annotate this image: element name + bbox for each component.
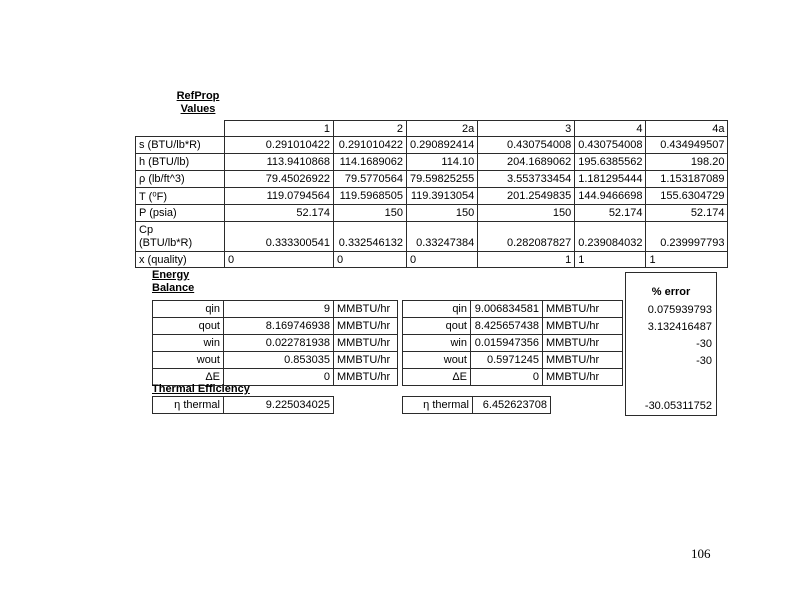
unit-cell: MMBTU/hr — [543, 301, 623, 318]
row-label: x (quality) — [136, 252, 225, 268]
row-label: qout — [153, 318, 224, 335]
value-cell: 150 — [478, 205, 575, 222]
unit-cell: MMBTU/hr — [334, 301, 398, 318]
energy-row-win — [403, 335, 623, 352]
value-cell: 0.290892414 — [407, 137, 478, 154]
value-cell: 0 — [225, 252, 334, 268]
energy-row-qin — [153, 301, 398, 318]
row-label: wout — [403, 352, 471, 369]
value-cell: 3.553733454 — [478, 171, 575, 188]
percent-error-box — [625, 272, 717, 416]
value-cell: 0.291010422 — [334, 137, 407, 154]
value-cell: 9.225034025 — [224, 397, 334, 414]
refprop-row-Cp — [136, 222, 728, 252]
page-number: 106 — [691, 546, 711, 561]
value-cell: 1.153187089 — [646, 171, 728, 188]
thermal-efficiency-heading-text: Thermal Efficiency — [152, 383, 250, 395]
value-cell: 114.10 — [407, 154, 478, 171]
error-value-wout: -30 — [696, 355, 712, 367]
value-cell: 0 — [334, 252, 407, 268]
value-cell: 155.6304729 — [646, 188, 728, 205]
row-label: s (BTU/lb*R) — [136, 137, 225, 154]
value-cell: 1.181295444 — [575, 171, 646, 188]
value-cell: 52.174 — [225, 205, 334, 222]
energy-row-win — [153, 335, 398, 352]
percent-error-heading: % error — [651, 286, 691, 298]
value-cell: 79.59825255 — [407, 171, 478, 188]
energy-balance-heading — [152, 269, 194, 295]
energy-row-qout — [403, 318, 623, 335]
energy-row-deltaE — [403, 369, 623, 386]
value-cell: 79.45026922 — [225, 171, 334, 188]
value-cell: 1 — [478, 252, 575, 268]
eta-row — [153, 397, 334, 414]
value-cell: 0.015947356 — [471, 335, 543, 352]
value-cell: 0.430754008 — [575, 137, 646, 154]
column-header: 2a — [407, 121, 478, 137]
row-label: qin — [153, 301, 224, 318]
value-cell: 144.9466698 — [575, 188, 646, 205]
column-header: 4 — [575, 121, 646, 137]
unit-cell: MMBTU/hr — [543, 352, 623, 369]
row-label: η thermal — [153, 397, 224, 414]
value-cell: 119.0794564 — [225, 188, 334, 205]
cp-label-line1: Cp — [139, 223, 154, 236]
unit-cell: MMBTU/hr — [543, 369, 623, 386]
refprop-row-s — [136, 137, 728, 154]
refprop-row-x — [136, 252, 728, 268]
value-cell: 0.291010422 — [225, 137, 334, 154]
error-value-eta: -30.05311752 — [644, 400, 712, 412]
energy-heading-line2: Balance — [152, 282, 195, 294]
energy-heading-line1: Energy — [152, 269, 190, 281]
eta-row — [403, 397, 551, 414]
row-label: T (⁰F) — [136, 188, 225, 205]
column-header: 3 — [478, 121, 575, 137]
refprop-table — [135, 120, 728, 268]
refprop-row-h — [136, 154, 728, 171]
energy-table-right — [402, 300, 623, 386]
thermal-efficiency-table-right — [402, 396, 551, 414]
error-value-qout: 3.132416487 — [647, 321, 712, 333]
value-cell: 0.239997793 — [646, 222, 728, 252]
value-cell: 119.5968505 — [334, 188, 407, 205]
value-cell: 198.20 — [646, 154, 728, 171]
value-cell: 8.425657438 — [471, 318, 543, 335]
value-cell: 119.3913054 — [407, 188, 478, 205]
thermal-efficiency-heading — [152, 383, 250, 395]
value-cell: 0.282087827 — [478, 222, 575, 252]
refprop-heading-line2: Values — [180, 103, 216, 115]
row-label: η thermal — [403, 397, 473, 414]
energy-row-qin — [403, 301, 623, 318]
value-cell: 201.2549835 — [478, 188, 575, 205]
value-cell: 1 — [646, 252, 728, 268]
thermal-efficiency-table-left — [152, 396, 334, 414]
unit-cell: MMBTU/hr — [334, 318, 398, 335]
row-label: h (BTU/lb) — [136, 154, 225, 171]
unit-cell: MMBTU/hr — [334, 369, 398, 386]
unit-cell: MMBTU/hr — [543, 335, 623, 352]
refprop-header-spacer — [136, 121, 225, 137]
value-cell: 113.9410868 — [225, 154, 334, 171]
row-label — [136, 222, 225, 252]
unit-cell: MMBTU/hr — [334, 335, 398, 352]
value-cell: 52.174 — [646, 205, 728, 222]
error-value-qin: 0.075939793 — [647, 304, 712, 316]
value-cell: 0 — [471, 369, 543, 386]
refprop-header-row — [136, 121, 728, 137]
column-header: 4a — [646, 121, 728, 137]
value-cell: 150 — [334, 205, 407, 222]
value-cell: 150 — [407, 205, 478, 222]
unit-cell: MMBTU/hr — [543, 318, 623, 335]
value-cell: 0 — [224, 369, 334, 386]
value-cell: 0.333300541 — [225, 222, 334, 252]
value-cell: 0.022781938 — [224, 335, 334, 352]
column-header: 2 — [334, 121, 407, 137]
value-cell: 0.430754008 — [478, 137, 575, 154]
row-label: ΔE — [403, 369, 471, 386]
energy-row-wout — [153, 352, 398, 369]
energy-row-qout — [153, 318, 398, 335]
value-cell: 0.853035 — [224, 352, 334, 369]
refprop-row-rho — [136, 171, 728, 188]
row-label: ρ (lb/ft^3) — [136, 171, 225, 188]
value-cell: 9 — [224, 301, 334, 318]
value-cell: 6.452623708 — [473, 397, 551, 414]
row-label: P (psia) — [136, 205, 225, 222]
value-cell: 1 — [575, 252, 646, 268]
value-cell: 52.174 — [575, 205, 646, 222]
row-label: win — [403, 335, 471, 352]
refprop-row-T — [136, 188, 728, 205]
refprop-heading — [160, 90, 236, 116]
row-label: qout — [403, 318, 471, 335]
value-cell: 204.1689062 — [478, 154, 575, 171]
energy-row-wout — [403, 352, 623, 369]
column-header: 1 — [225, 121, 334, 137]
refprop-heading-line1: RefProp — [176, 90, 220, 102]
value-cell: 195.6385562 — [575, 154, 646, 171]
value-cell: 0.33247384 — [407, 222, 478, 252]
value-cell: 9.006834581 — [471, 301, 543, 318]
value-cell: 0 — [407, 252, 478, 268]
value-cell: 114.1689062 — [334, 154, 407, 171]
refprop-row-P — [136, 205, 728, 222]
value-cell: 0.239084032 — [575, 222, 646, 252]
value-cell: 0.332546132 — [334, 222, 407, 252]
energy-table-left — [152, 300, 398, 386]
cp-label-line2: (BTU/lb*R) — [139, 236, 193, 249]
row-label: wout — [153, 352, 224, 369]
row-label: ΔE — [153, 369, 224, 386]
row-label: win — [153, 335, 224, 352]
value-cell: 0.5971245 — [471, 352, 543, 369]
unit-cell: MMBTU/hr — [334, 352, 398, 369]
row-label: qin — [403, 301, 471, 318]
value-cell: 8.169746938 — [224, 318, 334, 335]
value-cell: 0.434949507 — [646, 137, 728, 154]
value-cell: 79.5770564 — [334, 171, 407, 188]
error-value-win: -30 — [696, 338, 712, 350]
